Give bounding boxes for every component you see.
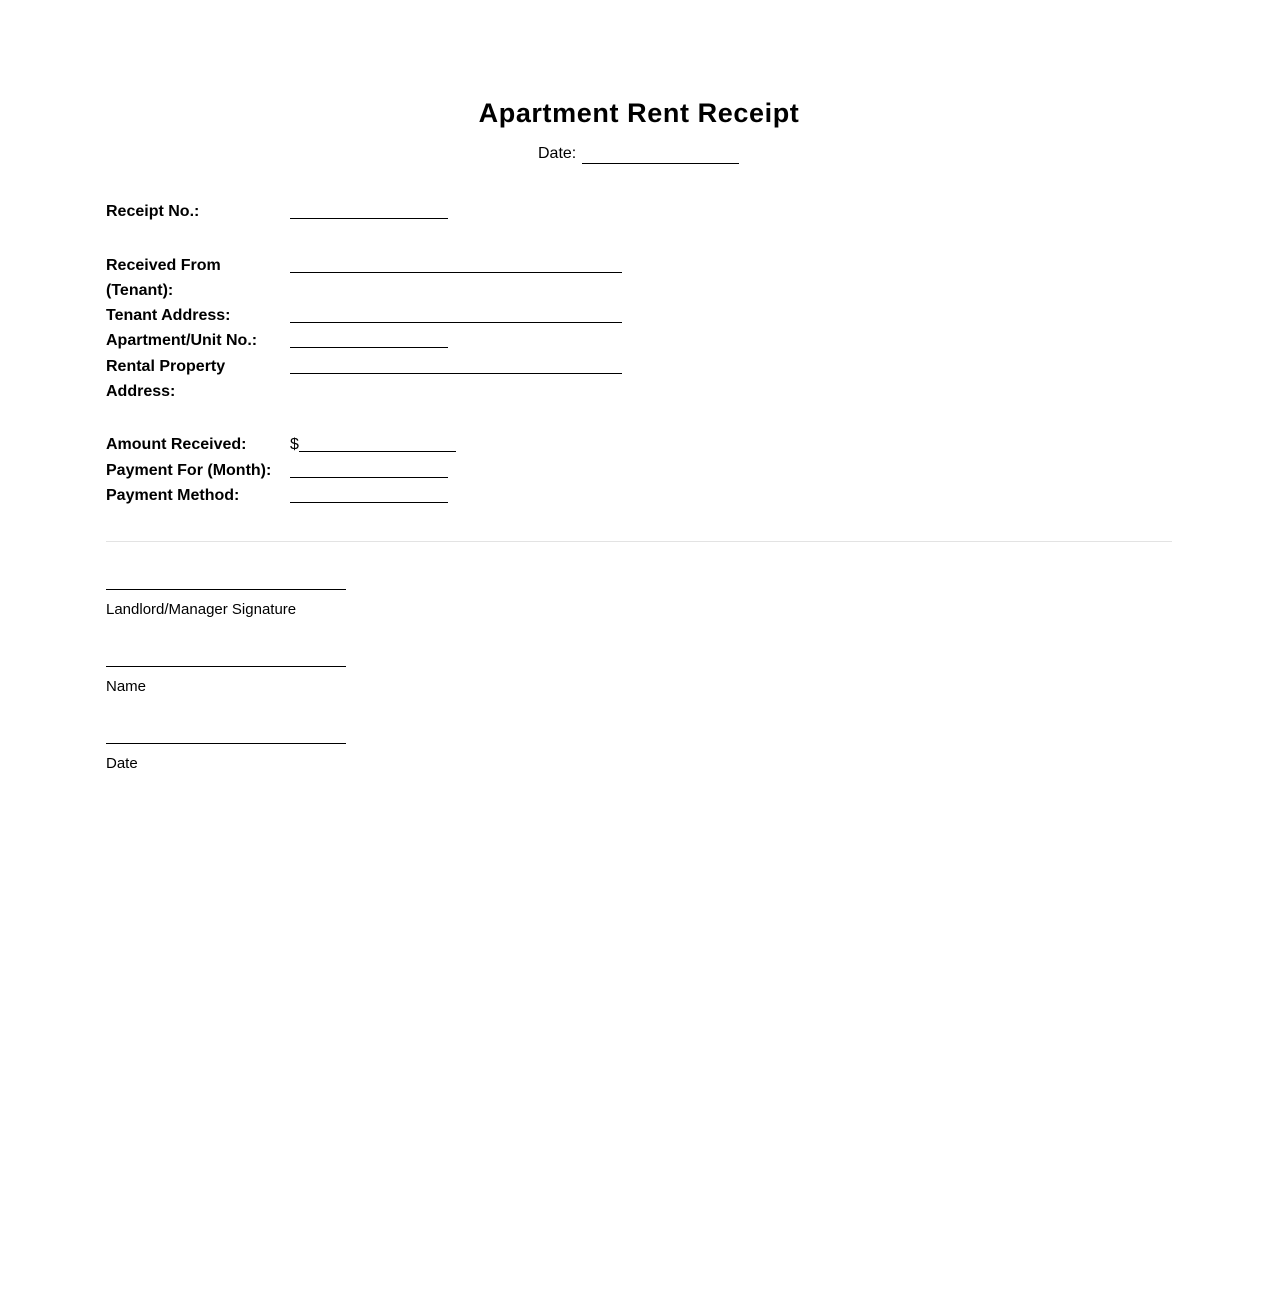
rental-property-label-cont: Address: bbox=[106, 383, 176, 400]
tenant-address-field[interactable] bbox=[290, 322, 622, 323]
name-caption: Name bbox=[106, 678, 147, 695]
section-divider bbox=[106, 541, 1172, 542]
apartment-unit-label: Apartment/Unit No.: bbox=[106, 332, 258, 349]
received-from-field[interactable] bbox=[290, 272, 622, 273]
rental-property-field[interactable] bbox=[290, 373, 622, 374]
apartment-unit-field[interactable] bbox=[290, 347, 448, 348]
date-field[interactable] bbox=[582, 145, 739, 164]
tenant-address-label: Tenant Address: bbox=[106, 307, 231, 324]
receipt-no-label: Receipt No.: bbox=[106, 203, 200, 220]
rental-property-label: Rental Property bbox=[106, 358, 226, 375]
page-title: Apartment Rent Receipt bbox=[478, 98, 800, 128]
signature-date-field[interactable] bbox=[106, 743, 346, 744]
received-from-label: Received From bbox=[106, 257, 221, 274]
payment-for-field[interactable] bbox=[290, 477, 448, 478]
signature-date-caption: Date bbox=[106, 755, 138, 772]
amount-received-label: Amount Received: bbox=[106, 436, 247, 453]
name-field[interactable] bbox=[106, 666, 346, 667]
landlord-signature-field[interactable] bbox=[106, 589, 346, 590]
receipt-no-field[interactable] bbox=[290, 218, 448, 219]
amount-received-field[interactable] bbox=[299, 451, 456, 452]
landlord-signature-caption: Landlord/Manager Signature bbox=[106, 601, 297, 618]
payment-for-label: Payment For (Month): bbox=[106, 462, 272, 479]
received-from-label-cont: (Tenant): bbox=[106, 282, 174, 299]
payment-method-label: Payment Method: bbox=[106, 487, 240, 504]
currency-symbol: $ bbox=[290, 436, 299, 453]
header-date-row bbox=[538, 144, 739, 164]
payment-method-field[interactable] bbox=[290, 502, 448, 503]
date-label: Date: bbox=[538, 145, 577, 162]
